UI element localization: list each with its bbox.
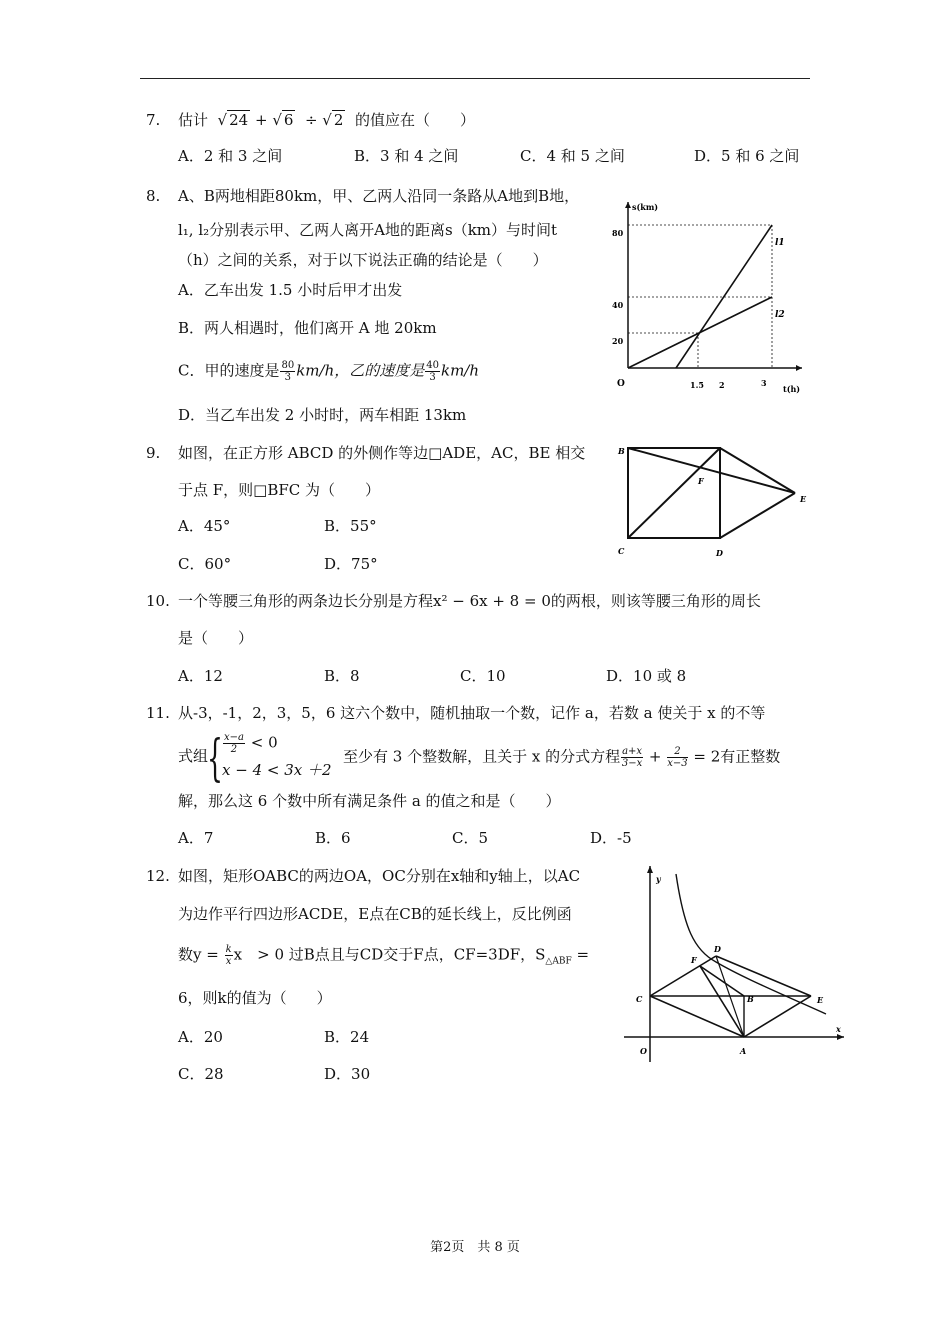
q7-sqrt-2: 2: [333, 111, 344, 129]
q11-sys-label: 式组: [178, 747, 209, 765]
q8-fraction-80-3: [280, 360, 295, 383]
q10-number: 10.: [146, 592, 170, 610]
q8-option-d: D．当乙车出发 2 小时时，两车相距 13km: [178, 406, 467, 424]
header-rule: [140, 78, 810, 79]
q8-y-tick-80: 80: [612, 228, 624, 238]
q12-y-arrow-icon: [647, 866, 653, 873]
q12-label-f: F: [691, 955, 697, 965]
q9-line1: 如图，在正方形 ABCD 的外侧作等边□ADE，AC，BE 相交: [178, 444, 586, 462]
q8-option-c-pre: C．甲的速度是: [178, 361, 280, 380]
q12-label-o: O: [640, 1046, 647, 1056]
q7-option-a: A．2 和 3 之间: [178, 147, 283, 165]
q12-option-b: B．24: [324, 1028, 370, 1046]
q8-y-label: s(km): [632, 202, 659, 212]
q12-label-a: A: [740, 1046, 747, 1056]
q11-eq-f1-den: 3−x: [621, 758, 643, 769]
q7-option-b: B．3 和 4 之间: [354, 147, 459, 165]
q12-line3-mid: x > 0 过B点且与CD交于F点，CF=3DF，S: [233, 945, 546, 964]
q7-stem: 估计 √ 24 + √ 6 ÷ √ 2 的值应在（ ）: [178, 111, 475, 129]
q12-label-d: D: [714, 944, 721, 954]
q8-option-c: [178, 360, 479, 383]
q11-option-a: A．7: [178, 829, 214, 847]
q12-frac-den: x: [225, 956, 232, 967]
q7-sqrt-24: 24: [229, 111, 249, 129]
q12-option-c: C．28: [178, 1065, 224, 1083]
q8-origin-label: O: [617, 379, 625, 389]
q12-line3-pre: 数y =: [178, 945, 219, 964]
q9-label-e: E: [800, 494, 807, 504]
q11-line1: 从-3，-1，2，3，5，6 这六个数中，随机抽取一个数，记作 a，若数 a 使关于 x 的不等: [178, 704, 766, 722]
q9-option-c: C．60°: [178, 555, 232, 573]
q8-x-label: t(h): [783, 384, 801, 394]
q9-line2: 于点 F，则□BFC 为（ ）: [178, 481, 381, 499]
q8-line-l1: [676, 225, 772, 368]
q12-line2: 为边作平行四边形ACDE，E点在CB的延长线上，反比例函: [178, 905, 572, 923]
q10-option-a: A．12: [178, 667, 223, 685]
q12-kx-fraction: [225, 944, 233, 967]
q10-option-b: B．8: [324, 667, 360, 685]
q12-segment-fa: [700, 966, 744, 1037]
q9-label-d: D: [716, 548, 723, 558]
q11-eq-f2-num: 2: [667, 746, 687, 758]
q7-stem-prefix: 估计: [178, 111, 209, 129]
q8-option-c-post: km/h: [440, 361, 480, 380]
q9-number: 9.: [146, 444, 161, 462]
q11-line3: 解，那么这 6 个数中所有满足条件 a 的值之和是（ ）: [178, 792, 561, 810]
q9-label-f: F: [698, 476, 704, 486]
q12-segment-ae: [744, 996, 811, 1037]
q8-l1-label: l1: [775, 238, 785, 248]
q9-segment-ae: [720, 448, 795, 493]
q8-frac2-num: 40: [426, 360, 439, 371]
q11-inequality-2: x − 4 < 3x ＋2: [222, 761, 332, 779]
q12-line3-post: =: [571, 945, 590, 964]
q8-y-tick-20: 20: [612, 336, 624, 346]
q11-eq-post: = 2有正整数: [693, 747, 781, 766]
q11-line2-mid: 至少有 3 个整数解，且关于 x 的分式方程: [343, 747, 621, 766]
q9-option-a: A．45°: [178, 517, 231, 535]
q11-number: 11.: [146, 704, 170, 722]
q8-frac1-den: 3: [284, 372, 292, 383]
q8-x-tick-2: 2: [719, 380, 725, 390]
q7-sqrt-6: 6: [283, 111, 294, 129]
q12-label-b: B: [747, 994, 754, 1004]
q8-x-tick-1.5: 1.5: [690, 380, 704, 390]
q9-label-b: B: [618, 446, 625, 456]
q12-label-e: E: [817, 995, 824, 1005]
q8-l2-label: l2: [775, 310, 785, 320]
q12-label-y: y: [656, 874, 661, 884]
q11-line2: [343, 746, 780, 769]
q11-inequality-1: [222, 732, 278, 755]
q10-line2: 是（ ）: [178, 629, 254, 647]
q8-frac1-num: 80: [281, 360, 295, 371]
q9-label-c: C: [618, 546, 625, 556]
q11-eq-f2-den: x−3: [667, 758, 688, 769]
q7-number: 7.: [146, 111, 161, 129]
page-footer: 第2页 共 8 页: [430, 1240, 520, 1255]
q12-option-a: A．20: [178, 1028, 223, 1046]
q11-option-b: B．6: [315, 829, 351, 847]
q10-option-c: C．10: [460, 667, 506, 685]
q8-line-l2: [628, 297, 772, 368]
q11-ineq1-rest: < 0: [250, 733, 278, 752]
q8-fraction-40-3: [425, 360, 440, 383]
q8-y-arrow-icon: [625, 202, 631, 208]
q9-segment-be: [628, 448, 795, 493]
q12-option-d: D．30: [324, 1065, 371, 1083]
q12-line1: 如图，矩形OABC的两边OA，OC分别在x轴和y轴上，以AC: [178, 867, 581, 885]
q7-stem-suffix: 的值应在（ ）: [354, 111, 475, 129]
q12-segment-fb: [700, 966, 744, 996]
q8-option-a: A．乙车出发 1.5 小时后甲才出发: [178, 281, 403, 299]
q12-frac-num: k: [225, 944, 232, 955]
q7-option-d: D．5 和 6 之间: [694, 147, 800, 165]
q11-eq-f1-num: a+x: [622, 746, 643, 757]
q8-frac2-den: 3: [429, 372, 436, 383]
q8-option-c-mid: km/h，乙的速度是: [296, 361, 425, 380]
q8-line3: （h）之间的关系，对于以下说法正确的结论是（ ）: [178, 251, 548, 269]
q8-x-arrow-icon: [796, 365, 802, 371]
q8-distance-time-graph: [606, 196, 810, 396]
q12-rectangle-parallelogram-figure: [618, 862, 848, 1068]
q11-option-d: D．-5: [590, 829, 632, 847]
q12-segment-ca: [650, 996, 744, 1037]
q11-option-c: C．5: [452, 829, 489, 847]
q9-square-triangle-figure: [612, 440, 812, 564]
q8-line1: A、B两地相距80km，甲、乙两人沿同一条路从A地到B地，: [178, 187, 580, 205]
q12-number: 12.: [146, 867, 170, 885]
q8-number: 8.: [146, 187, 161, 205]
q8-option-b: B．两人相遇时，他们离开 A 地 20km: [178, 319, 437, 337]
q11-eq-fraction-1: [621, 746, 643, 769]
q11-ineq1-fraction: [223, 732, 245, 755]
q9-segment-de: [720, 493, 795, 538]
q12-line3-sub: △ABF: [545, 956, 572, 967]
q9-diagonal-ac: [628, 448, 720, 538]
q12-line4: 6，则k的值为（ ）: [178, 989, 332, 1007]
q8-x-tick-3: 3: [761, 378, 767, 388]
q11-eq-plus: +: [648, 747, 662, 766]
q11-ineq1-num: x−a: [224, 732, 244, 743]
q10-line1: 一个等腰三角形的两条边长分别是方程x² − 6x + 8 = 0的两根，则该等腰三角形的周长: [178, 592, 761, 610]
q11-ineq1-den: 2: [230, 744, 238, 755]
q12-segment-de: [716, 956, 811, 996]
q9-option-d: D．75°: [324, 555, 378, 573]
q12-x-arrow-icon: [837, 1034, 844, 1040]
q7-option-c: C．4 和 5 之间: [520, 147, 625, 165]
q12-label-x: x: [836, 1024, 841, 1034]
q8-y-tick-40: 40: [612, 300, 624, 310]
q9-option-b: B．55°: [324, 517, 377, 535]
q11-brace: {: [207, 729, 223, 787]
q8-line2: l₁, l₂分别表示甲、乙两人离开A地的距离s（km）与时间t: [178, 221, 558, 239]
q10-option-d: D．10 或 8: [606, 667, 687, 685]
q12-line3: [178, 944, 589, 972]
q12-label-c: C: [636, 994, 643, 1004]
q11-eq-fraction-2: [667, 746, 687, 769]
